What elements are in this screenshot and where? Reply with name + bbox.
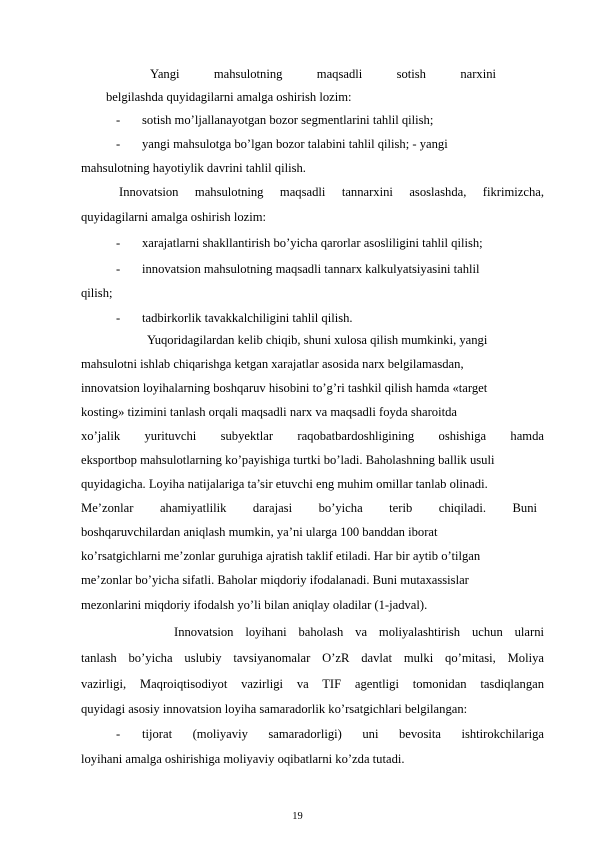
- list-item: yangi mahsulotga bo’lgan bozor talabini tahlil qilish; - yangi: [142, 137, 448, 151]
- paragraph-line: Innovatsion mahsulotning maqsadli tannarxini asoslashda, fikrimizcha,: [119, 185, 544, 199]
- paragraph-line: belgilashda quyidagilarni amalga oshirish lozim:: [106, 90, 352, 104]
- list-item: tadbirkorlik tavakkalchiligini tahlil qilish.: [142, 311, 353, 325]
- paragraph-line: mahsulotni ishlab chiqarishga ketgan xarajatlar asosida narx belgilamasdan,: [81, 357, 464, 371]
- paragraph-line: Me’zonlar ahamiyatlilik darajasi bo’yicha terib chiqiladi. Buni: [81, 501, 537, 515]
- paragraph-line: quyidagi asosiy innovatsion loyiha samaradorlik ko’rsatgichlari belgilangan:: [81, 702, 468, 716]
- paragraph-line: Yangi mahsulotning maqsadli sotish narxini: [150, 67, 496, 81]
- list-bullet: -: [116, 113, 121, 127]
- page-number: 19: [292, 811, 303, 822]
- paragraph-line: innovatsion loyihalarning boshqaruv hisobini to’g’ri tashkil qilish hamda «target: [81, 381, 488, 395]
- paragraph-line: kosting» tizimini tanlash orqali maqsadli narx va maqsadli foyda sharoitda: [81, 405, 457, 419]
- list-bullet: -: [116, 236, 121, 250]
- list-bullet: -: [116, 262, 121, 276]
- paragraph-line: ko’rsatgichlarni me’zonlar guruhiga ajratish taklif etiladi. Har bir aytib o’tilgan: [81, 549, 481, 563]
- paragraph-line: tanlash bo’yicha uslubiy tavsiyanomalar O’zR davlat mulki qo’mitasi, Moliya: [81, 651, 544, 665]
- list-item: innovatsion mahsulotning maqsadli tannarx kalkulyatsiyasini tahlil: [142, 262, 480, 276]
- paragraph-line: vazirligi, Maqroiqtisodiyot vazirligi va TIF agentligi tomonidan tasdiqlangan: [81, 677, 544, 691]
- list-item: xarajatlarni shakllantirish bo’yicha qarorlar asosliligini tahlil qilish;: [142, 236, 483, 250]
- paragraph-line: quyidagilarni amalga oshirish lozim:: [81, 210, 267, 224]
- paragraph-line: eksportbop mahsulotlarning ko’payishiga turtki bo’ladi. Baholashning ballik usuli: [81, 453, 495, 467]
- paragraph-line: loyihani amalga oshirishiga moliyaviy oqibatlarni ko’zda tutadi.: [81, 752, 405, 766]
- paragraph-line: Yuqoridagilardan kelib chiqib, shuni xulosa qilish mumkinki, yangi: [147, 333, 488, 347]
- paragraph-line: mezonlarini miqdoriy ifodalsh yo’li bilan aniqlay oladilar (1-jadval).: [81, 598, 428, 612]
- list-item: sotish mo’ljallanayotgan bozor segmentlarini tahlil qilish;: [142, 113, 434, 127]
- list-bullet: -: [116, 727, 121, 741]
- list-bullet: -: [116, 311, 121, 325]
- list-bullet: -: [116, 137, 121, 151]
- paragraph-line: mahsulotning hayotiylik davrini tahlil qilish.: [81, 161, 306, 175]
- paragraph-line: boshqaruvchilardan aniqlash mumkin, ya’ni ularga 100 banddan iborat: [81, 525, 438, 539]
- list-item: tijorat (moliyaviy samaradorligi) uni bevosita ishtirokchilariga: [142, 727, 544, 741]
- paragraph-line: xo’jalik yurituvchi subyektlar raqobatbardoshligining oshishiga hamda: [81, 429, 544, 443]
- paragraph-line: quyidagicha. Loyiha natijalariga ta’sir etuvchi eng muhim omillar tanlab olinadi.: [81, 477, 488, 491]
- paragraph-line: me’zonlar bo’yicha sifatli. Baholar miqdoriy ifodalanadi. Buni mutaxassislar: [81, 573, 469, 587]
- paragraph-line: Innovatsion loyihani baholash va moliyalashtirish uchun ularni: [174, 625, 544, 639]
- paragraph-line: qilish;: [81, 286, 113, 300]
